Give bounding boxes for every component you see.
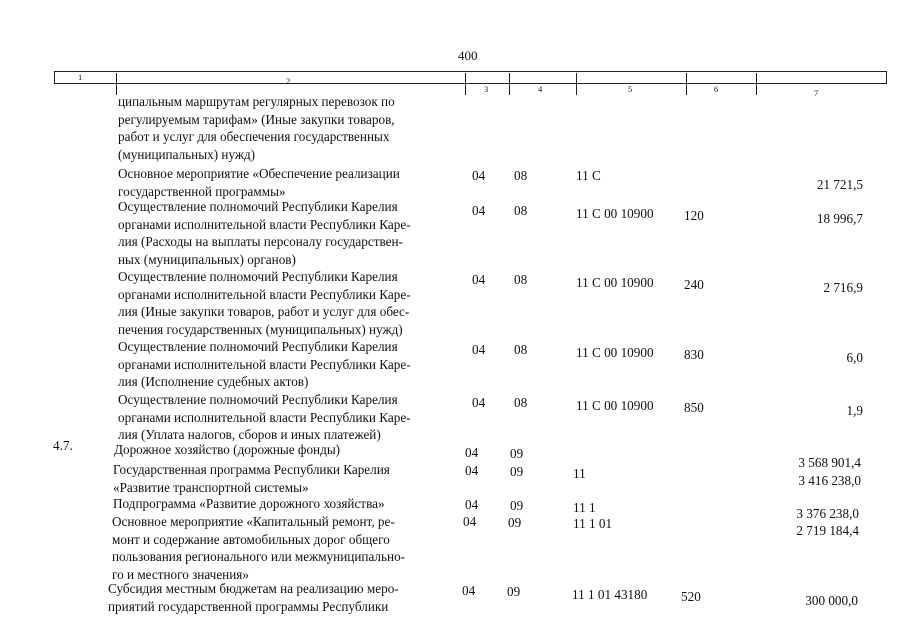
amount: 2 719 184,4: [796, 523, 859, 538]
amount: 6,0: [846, 350, 863, 365]
description-line: Основное мероприятие «Капитальный ремонт, ре-: [112, 514, 395, 529]
description-line: ципальным маршрутам регулярных перевозок по: [118, 94, 395, 109]
description-line: Осуществление полномочий Республики Карелия: [118, 269, 398, 284]
row-description: [118, 268, 463, 338]
expense-type-code: 120: [684, 208, 704, 223]
target-code: 11 1 01: [573, 516, 613, 531]
subsection-code: 09: [510, 446, 524, 461]
subsection-code: 08: [514, 203, 528, 218]
amount: 2 716,9: [823, 280, 863, 295]
target-code: 11 С 00 10900: [576, 398, 654, 413]
header-col-3: 3: [484, 84, 489, 94]
target-code: 11 С: [576, 168, 601, 183]
section-code: 04: [472, 342, 486, 357]
amount: 21 721,5: [816, 177, 863, 192]
description-line: Дорожное хозяйство (дорожные фонды): [114, 442, 341, 457]
description-line: государственной программы»: [118, 183, 286, 199]
expense-type-code: 240: [684, 277, 704, 292]
subsection-code: 08: [514, 272, 528, 287]
description-line: органами исполнительной власти Республики Каре-: [118, 409, 411, 425]
description-line: Субсидия местным бюджетам на реализацию меро-: [108, 581, 399, 596]
description-line: Осуществление полномочий Республики Карелия: [118, 339, 398, 354]
row-description: [114, 441, 459, 459]
row-description: [118, 93, 463, 163]
row-description: [113, 461, 458, 496]
header-divider: [756, 73, 757, 95]
subsection-code: 09: [508, 515, 522, 530]
header-divider: [465, 73, 466, 95]
target-code: 11 1 01 43180: [572, 587, 648, 602]
description-line: Осуществление полномочий Республики Карелия: [118, 392, 398, 407]
section-code: 04: [465, 463, 479, 478]
row-description: [113, 495, 458, 513]
description-line: «Развитие транспортной системы»: [113, 479, 309, 495]
description-line: го и местного значения»: [112, 566, 249, 582]
description-line: Государственная программа Республики Карелия: [113, 462, 390, 477]
header-col-5: 5: [628, 84, 633, 94]
description-line: органами исполнительной власти Республики Каре-: [118, 216, 411, 232]
target-code: 11: [573, 466, 586, 481]
header-divider: [116, 73, 117, 95]
section-code: 04: [462, 583, 476, 598]
description-line: печения государственных (муниципальных) нужд): [118, 321, 403, 337]
section-code: 04: [472, 395, 486, 410]
amount: 1,9: [846, 403, 863, 418]
description-line: лия (Исполнение судебных актов): [118, 374, 309, 389]
section-code: 04: [472, 272, 486, 287]
description-line: лия (Расходы на выплаты персоналу государствен-: [118, 234, 403, 249]
target-code: 11 С 00 10900: [576, 206, 654, 221]
row-number: 4.7.: [53, 438, 73, 453]
description-line: лия (Уплата налогов, сборов и иных платежей): [118, 427, 381, 442]
description-line: работ и услуг для обеспечения государственных: [118, 129, 390, 144]
header-frame: [54, 71, 887, 84]
expense-type-code: 520: [681, 589, 701, 604]
page-number: 400: [458, 48, 478, 63]
description-line: органами исполнительной власти Республики Каре-: [118, 286, 411, 302]
section-code: 04: [472, 168, 486, 183]
row-description: [118, 165, 463, 200]
description-line: пользования регионального или межмуниципально-: [112, 549, 406, 564]
row-description: [118, 198, 463, 268]
subsection-code: 09: [507, 584, 521, 599]
description-line: Подпрограмма «Развитие дорожного хозяйства»: [113, 496, 385, 511]
header-col-7: 7: [814, 88, 819, 98]
subsection-code: 08: [514, 395, 528, 410]
section-code: 04: [463, 514, 477, 529]
subsection-code: 08: [514, 342, 528, 357]
description-line: монт и содержание автомобильных дорог общего: [112, 531, 390, 547]
row-description: [108, 580, 453, 615]
section-code: 04: [465, 497, 479, 512]
section-code: 04: [472, 203, 486, 218]
amount: 300 000,0: [805, 593, 858, 608]
header-col-2: 2: [286, 76, 291, 86]
amount: 3 416 238,0: [798, 473, 861, 488]
amount: 18 996,7: [816, 211, 863, 226]
description-line: лия (Иные закупки товаров, работ и услуг для обес-: [118, 304, 410, 319]
header-divider: [509, 73, 510, 95]
header-col-4: 4: [538, 84, 543, 94]
description-line: приятий государственной программы Республики: [108, 598, 389, 614]
description-line: (муниципальных) нужд): [118, 146, 256, 162]
subsection-code: 09: [510, 498, 524, 513]
row-description: [118, 391, 463, 444]
target-code: 11 С 00 10900: [576, 345, 654, 360]
section-code: 04: [465, 445, 479, 460]
target-code: 11 1: [573, 500, 596, 515]
amount: 3 568 901,4: [798, 455, 861, 470]
expense-type-code: 850: [684, 400, 704, 415]
description-line: органами исполнительной власти Республики Каре-: [118, 356, 411, 372]
description-line: Осуществление полномочий Республики Карелия: [118, 199, 398, 214]
description-line: ных (муниципальных) органов): [118, 251, 296, 267]
header-col-1: 1: [78, 72, 83, 82]
row-description: [112, 513, 457, 583]
subsection-code: 09: [510, 464, 524, 479]
header-divider: [576, 73, 577, 95]
description-line: регулируемым тарифам» (Иные закупки товаров,: [118, 111, 395, 127]
header-col-6: 6: [714, 84, 719, 94]
description-line: Основное мероприятие «Обеспечение реализации: [118, 166, 400, 181]
header-divider: [686, 73, 687, 95]
row-description: [118, 338, 463, 391]
expense-type-code: 830: [684, 347, 704, 362]
target-code: 11 С 00 10900: [576, 275, 654, 290]
subsection-code: 08: [514, 168, 528, 183]
amount: 3 376 238,0: [796, 506, 859, 521]
